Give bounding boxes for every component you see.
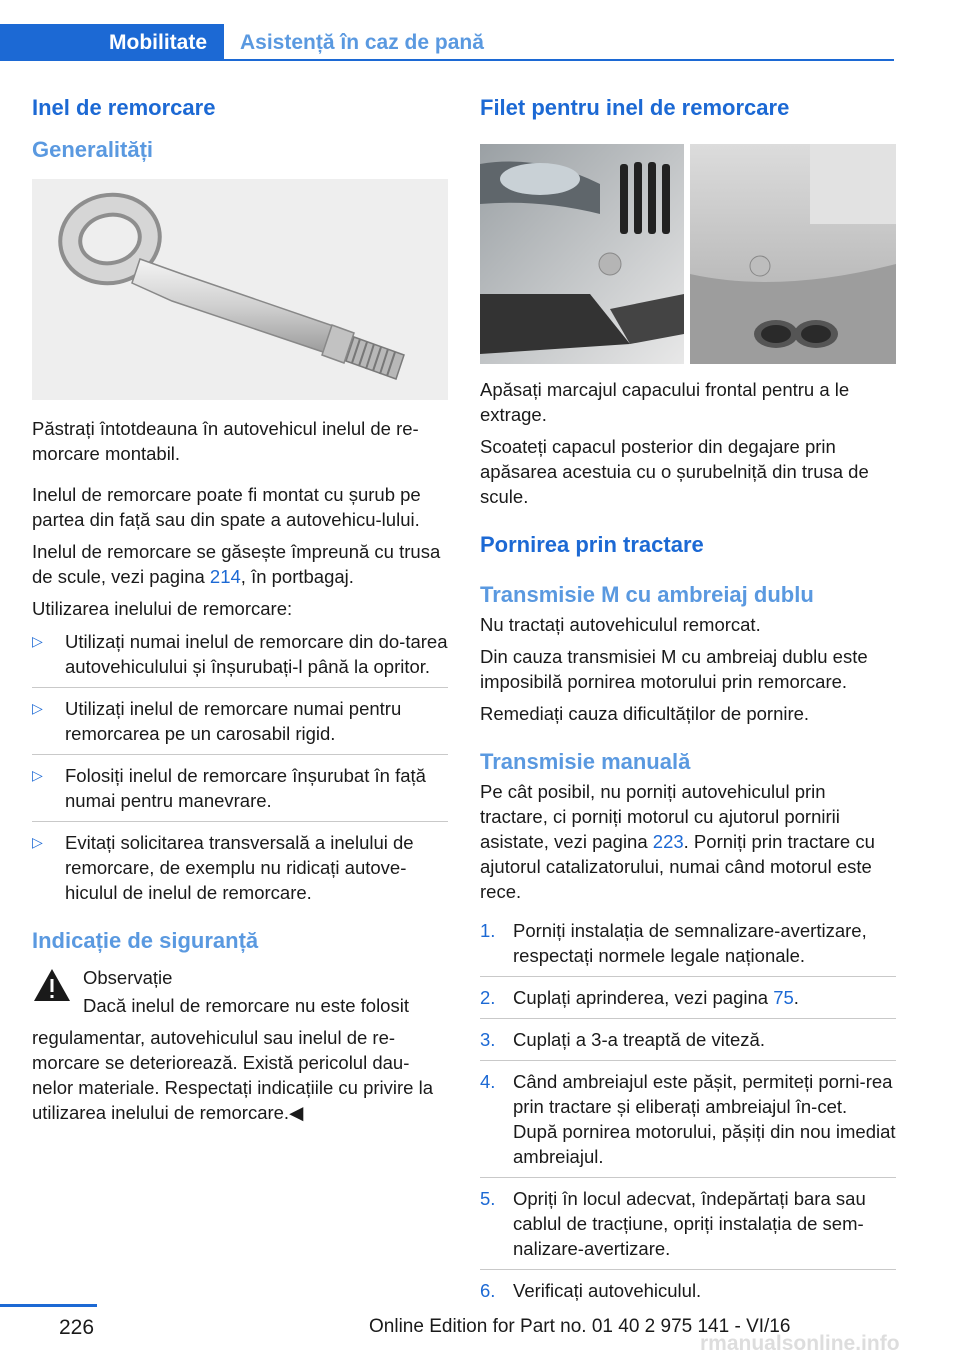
page-header (0, 24, 894, 61)
page-number: 226 (59, 1316, 95, 1339)
mdct-paragraph-2: Din cauza transmisiei M cu ambreiaj dublu este imposibilă pornirea motorului prin remorcare. (480, 646, 868, 692)
storage-paragraph: Păstrați întotdeauna în autovehicul inelul de re‐morcare montabil. (32, 418, 419, 464)
triangle-bullet-icon: ▷ (32, 767, 43, 783)
divider (480, 1177, 896, 1178)
list-item: ▷ Evitați solicitarea transversală a inelului de remorcare, de exemplu nu ridicați autove‐hiculul de inelul de remorcare. (32, 832, 414, 903)
step-item: 4. Când ambreiajul este pășit, permiteți porni‐rea prin tractare și eliberați ambreiajul în‐cet. După pornirea motorului, pășiți din nou imediat ambreiajul. (480, 1071, 896, 1167)
tow-start-steps (480, 918, 896, 1303)
manual-paragraph: Pe cât posibil, nu porniți autovehiculul prin tractare, ci porniți motorul cu ajutorul pornirii asistate, vezi pagina 223. Porniți prin tractare cu ajutorul catalizatorului, numai când motorul este rece. (480, 781, 875, 902)
triangle-bullet-icon: ▷ (32, 834, 43, 850)
tow-start-heading: Pornirea prin tractare (480, 532, 704, 557)
divider (480, 1018, 896, 1019)
list-item: ▷ Folosiți inelul de remorcare înșurubat în față numai pentru manevrare. (32, 765, 426, 811)
warning-note (32, 965, 448, 1025)
chapter-tab: Mobilitate (0, 24, 224, 61)
mdct-paragraph-1: Nu tractați autovehiculul remorcat. (480, 614, 761, 635)
step-item: 1. Porniți instalația de semnalizare-avertizare, respectați normele legale naționale. (480, 920, 867, 966)
safety-heading: Indicație de siguranță (32, 928, 259, 953)
usage-intro: Utilizarea inelului de remorcare: (32, 598, 293, 619)
watermark: rmanualsonline.info (700, 1332, 900, 1355)
divider (480, 1269, 896, 1270)
general-subheading: Generalități (32, 137, 154, 162)
note-first-line: Dacă inelul de remorcare nu este folosit (83, 995, 409, 1016)
header-rule (224, 59, 894, 61)
rear-cover-paragraph: Scoateți capacul posterior din degajare prin apăsarea acestuia cu o șurubelniță din trusa de scule. (480, 436, 869, 507)
list-item: ▷ Utilizați numai inelul de remorcare din do‐tarea autovehiculului și înșurubați-l până la opritor. (32, 631, 448, 677)
thread-heading: Filet pentru inel de remorcare (480, 95, 790, 120)
front-cover-paragraph: Apăsați marcajul capacului frontal pentru a le extrage. (480, 379, 850, 425)
right-column (480, 94, 896, 1303)
page-link-75[interactable]: 75 (773, 987, 794, 1008)
mdct-paragraph-3: Remediați cauza dificultăților de pornire. (480, 703, 810, 724)
divider (32, 754, 448, 755)
location-paragraph: Inelul de remorcare se găsește împreună cu trusa de scule, vezi pagina 214, în portbagaj. (32, 541, 441, 587)
triangle-bullet-icon: ▷ (32, 633, 43, 649)
bumper-photos (480, 144, 896, 364)
usage-list (32, 629, 448, 905)
edition-info: Online Edition for Part no. 01 40 2 975 141 - VI/16 (369, 1316, 791, 1337)
note-label: Observație (83, 967, 173, 988)
note-text: regulamentar, autovehiculul sau inelul de re‐morcare se deteriorează. Există pericolul dau‐nelor materiale. Respectați indicațiile cu privire la utilizarea inelului de remorcare.◀ (32, 1027, 434, 1123)
divider (480, 976, 896, 977)
triangle-bullet-icon: ▷ (32, 700, 43, 716)
page-link-214[interactable]: 214 (209, 566, 241, 587)
divider (32, 821, 448, 822)
divider (480, 1060, 896, 1061)
page-link-223[interactable]: 223 (652, 831, 684, 852)
section-title: Asistență în caz de pană (240, 31, 484, 54)
tow-ring-heading: Inel de remorcare (32, 95, 216, 120)
step-item: 2. Cuplați aprinderea, vezi pagina 75. (480, 987, 799, 1008)
manual-subheading: Transmisie manuală (480, 749, 691, 774)
list-item: ▷ Utilizați inelul de remorcare numai pentru remorcarea pe un carosabil rigid. (32, 698, 402, 744)
footer-rule (0, 1304, 97, 1307)
tow-ring-drawing (32, 179, 448, 400)
thread-photos (480, 144, 896, 364)
divider (32, 687, 448, 688)
warning-triangle-icon (32, 967, 72, 1003)
step-item: 3. Cuplați a 3-a treaptă de viteză. (480, 1029, 765, 1050)
step-item: 6. Verificați autovehiculul. (480, 1280, 702, 1301)
tow-ring-illustration (32, 179, 448, 400)
left-column (32, 94, 448, 1125)
step-item: 5. Opriți în locul adecvat, îndepărtați bara sau cablul de tracțiune, opriți instalația de sem‐nalizare-avertizare. (480, 1188, 866, 1259)
mounting-paragraph: Inelul de remorcare poate fi montat cu șurub pe partea din față sau din spate a autovehicu‐lului. (32, 484, 421, 530)
mdct-subheading: Transmisie M cu ambreiaj dublu (480, 582, 814, 607)
